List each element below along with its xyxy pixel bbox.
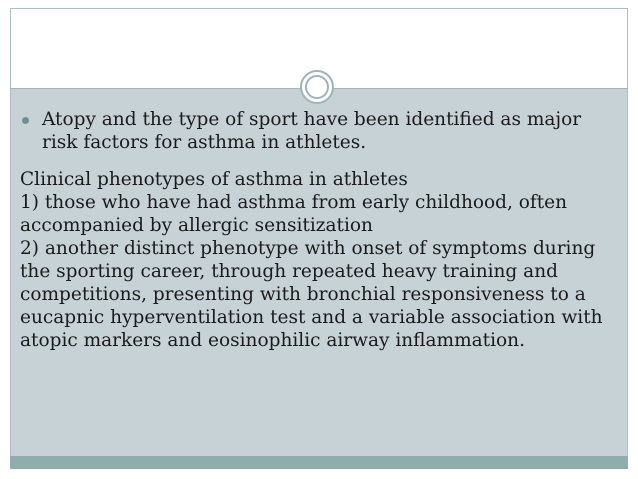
bullet-item xyxy=(20,108,620,154)
bullet-dot-icon xyxy=(22,117,29,124)
circle-ornament-inner xyxy=(305,75,329,99)
bullet-text: Atopy and the type of sport have been identified as major risk factors for asthma in athletes. xyxy=(42,109,582,153)
footer-band xyxy=(10,456,628,469)
phenotype-item-1: 1) those who have had asthma from early childhood, often accompanied by allergic sensitization xyxy=(20,192,568,236)
phenotypes-heading: Clinical phenotypes of asthma in athletes xyxy=(20,169,408,190)
phenotype-item-2: 2) another distinct phenotype with onset of symptoms during the sporting career, through repeated heavy training and competitions, presenting with bronchial responsiveness to a eucapnic hyperventilation test and a variable association with atopic markers and eosinophilic airway inflammation. xyxy=(20,238,603,351)
slide-body xyxy=(20,108,620,352)
